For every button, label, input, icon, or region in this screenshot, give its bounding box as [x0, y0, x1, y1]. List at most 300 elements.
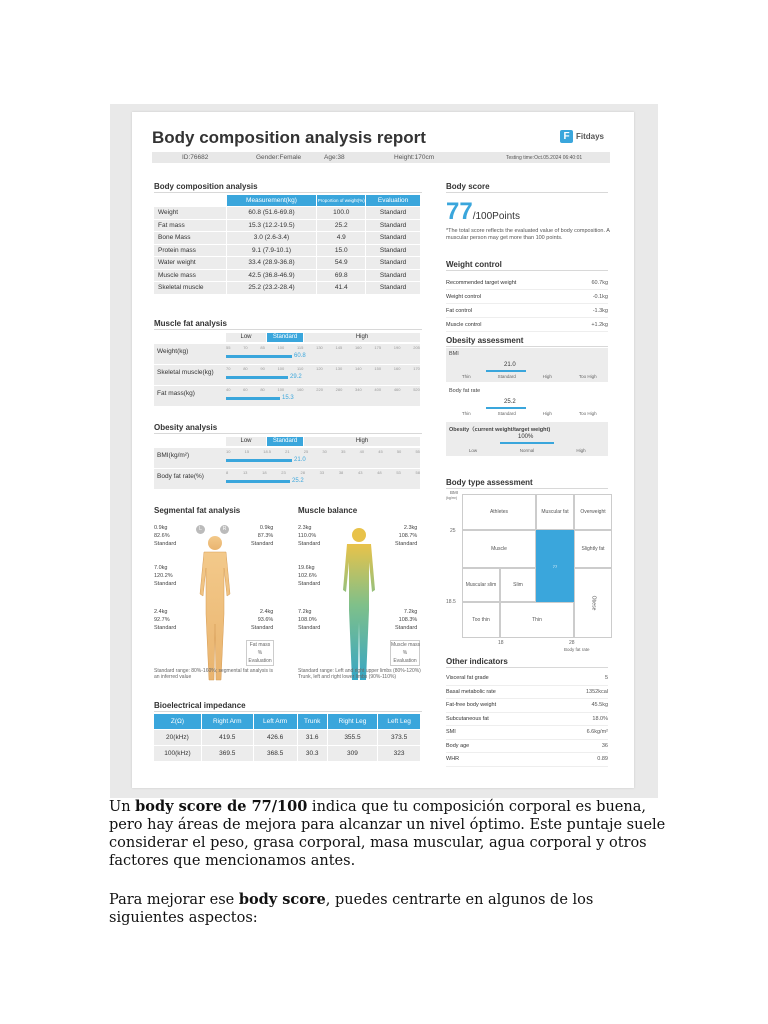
kv-row	[446, 686, 608, 700]
table-row	[154, 746, 420, 761]
x-tick: 18	[498, 640, 504, 646]
level: Low	[468, 448, 478, 453]
kv-row	[446, 304, 608, 318]
scale-tick: 400	[374, 387, 382, 392]
divider	[446, 346, 608, 347]
obesity-levels	[226, 437, 420, 446]
info-bar	[152, 152, 610, 163]
scale-tick: 18.5	[263, 449, 272, 454]
percent: 82.6%	[154, 533, 170, 539]
row-measurement: 33.4 (28.9-36.8)	[227, 257, 317, 269]
row-proportion: 15.0	[317, 245, 365, 257]
level: High	[542, 374, 552, 379]
kv-row	[446, 726, 608, 740]
obesity-rows	[154, 448, 420, 490]
bar-scale	[226, 387, 420, 392]
level: High	[542, 411, 552, 416]
muscle-trunk	[298, 564, 320, 588]
percent: 92.7%	[154, 617, 170, 623]
cell-slim: Slim	[500, 568, 536, 602]
axis-x-label: Body fat rate	[564, 647, 590, 652]
article-paragraph-1	[109, 798, 669, 870]
row-label: Skeletal muscle	[154, 282, 226, 294]
value-bar	[226, 459, 292, 462]
kv-value: 5	[604, 675, 608, 682]
scale-tick: 21	[285, 449, 290, 454]
value: 0.9kg	[259, 525, 274, 531]
body-type-title: Body type assessment	[446, 478, 533, 487]
info-testing-time: Testing time:Oct.05.2024 06:40:01	[506, 154, 583, 161]
info-height: Height:170cm	[394, 153, 435, 161]
evaluation: Standard	[298, 581, 321, 587]
scale-tick: 205	[413, 345, 420, 350]
bfr-label: Body fat rate	[449, 388, 481, 394]
muscle-right-leg	[395, 608, 417, 632]
scale-tick: 120	[316, 366, 323, 371]
value: 7.2kg	[298, 609, 312, 615]
cell-obese	[574, 568, 612, 638]
evaluation: Standard	[298, 541, 321, 547]
cell-thin: Thin	[500, 602, 574, 638]
scale-tick: 38	[338, 470, 344, 475]
kv-value: 6.6kg/m²	[586, 729, 608, 736]
evaluation: Standard	[298, 625, 321, 631]
kv-label: Fat-free body weight	[446, 702, 497, 709]
scale-tick: 58	[415, 470, 420, 475]
scale-tick: 80	[243, 366, 248, 371]
bold-text: body score de 77/100	[135, 798, 308, 815]
level: Standard	[497, 411, 516, 416]
table-row	[154, 270, 420, 282]
row-proportion: 41.4	[317, 282, 365, 294]
value: 2.4kg	[259, 609, 274, 615]
scale-tick: 145	[335, 345, 343, 350]
seg-fat-right-arm	[251, 524, 273, 548]
row-measurement: 9.1 (7.9-10.1)	[227, 245, 317, 257]
scale-tick: 30	[322, 449, 327, 454]
segmental-fat-footnote: Standard range: 80%-160%; segmental fat analysis is an inferred value	[154, 668, 273, 680]
bio-header: Left Arm	[254, 714, 297, 729]
bioelectrical-title: Bioelectrical impedance	[154, 701, 246, 710]
value: 19.6kg	[298, 565, 315, 571]
body-fat-rate-assessment	[446, 385, 608, 419]
scale-tick: 70	[243, 345, 248, 350]
row-label: Protein mass	[154, 245, 226, 257]
bio-cell: 419.5	[202, 730, 253, 745]
axis-y-unit: (kg/m²)	[446, 496, 458, 500]
scale-tick: 35	[341, 449, 346, 454]
scale-tick: 150	[374, 366, 382, 371]
kv-value: 36	[601, 742, 608, 749]
level-low: Low	[226, 437, 266, 446]
bmi-label: BMI	[449, 351, 459, 357]
kv-value: 18.0%	[592, 715, 608, 722]
cell-muscle: Muscle	[462, 530, 536, 568]
bar-row	[154, 448, 420, 468]
table-row	[154, 282, 420, 294]
muscle-right-arm	[395, 524, 417, 548]
value-bar	[226, 397, 280, 400]
row-measurement: 25.2 (23.2-28.4)	[227, 282, 317, 294]
evaluation: Standard	[395, 541, 418, 547]
scale-tick: 160	[296, 387, 304, 392]
divider	[446, 488, 608, 489]
scale-tick: 130	[335, 366, 343, 371]
percent: 108.3%	[398, 617, 418, 623]
scale-tick: 175	[374, 345, 382, 350]
kv-label: Fat control	[446, 307, 472, 314]
row-measurement: 15.3 (12.2-19.5)	[227, 220, 317, 232]
bar-label: Weight(kg)	[157, 348, 189, 355]
percent: 108.7%	[398, 533, 418, 539]
divider	[154, 192, 422, 193]
bio-header: Trunk	[298, 714, 327, 729]
report-title: Body composition analysis report	[152, 128, 426, 147]
header-evaluation: Evaluation	[366, 195, 420, 206]
scale-tick: 80	[260, 387, 265, 392]
row-proportion: 54.9	[317, 257, 365, 269]
level: Thin	[461, 411, 471, 416]
right-side-marker: R	[220, 525, 229, 534]
level: Normal	[519, 448, 535, 453]
scale-tick: 170	[413, 366, 420, 371]
kv-value: 1352kcal	[585, 688, 608, 695]
segmental-fat-title: Segmental fat analysis	[154, 506, 241, 515]
scale-tick: 100	[277, 366, 285, 371]
scale-tick: 53	[396, 470, 401, 475]
bio-cell: 368.5	[254, 746, 297, 761]
y-tick: 25	[450, 528, 456, 534]
row-label: Water weight	[154, 257, 226, 269]
legend-percent: %	[257, 650, 263, 656]
percent: 87.3%	[257, 533, 274, 539]
table-row	[154, 207, 420, 219]
muscle-fat-title: Muscle fat analysis	[154, 319, 227, 328]
evaluation: Standard	[154, 625, 177, 631]
scale-tick: 160	[393, 366, 401, 371]
level-high: High	[304, 333, 420, 342]
legend-evaluation: Evaluation	[393, 658, 417, 664]
row-evaluation: Standard	[366, 207, 420, 219]
row-proportion: 100.0	[317, 207, 365, 219]
obesity-analysis-title: Obesity analysis	[154, 423, 218, 432]
other-indicators-rows	[446, 672, 608, 767]
bar-scale	[226, 366, 420, 371]
evaluation: Standard	[395, 625, 418, 631]
left-side-marker: L	[196, 525, 205, 534]
scale-tick: 460	[393, 387, 401, 392]
row-proportion: 25.2	[317, 220, 365, 232]
bmi-value: 21.0	[504, 362, 516, 368]
row-label: Weight	[154, 207, 226, 219]
info-gender: Gender:Female	[256, 153, 302, 161]
evaluation: Standard	[251, 625, 274, 631]
muscle-legend	[390, 640, 420, 666]
header-measurement: Measurement(kg)	[227, 195, 317, 206]
value: 2.4kg	[154, 609, 168, 615]
row-measurement: 42.5 (36.8-46.9)	[227, 270, 317, 282]
obesity-levels	[446, 448, 608, 453]
cell-too-thin: Too thin	[462, 602, 500, 638]
bar-value: 25.2	[292, 478, 304, 484]
row-evaluation: Standard	[366, 220, 420, 232]
scale-tick: 8	[226, 470, 229, 475]
muscle-balance-footnote: Standard range: Left and right upper limbs (80%-120%) Trunk, left and right lower limbs (90%-110%)	[298, 668, 421, 680]
row-proportion: 69.8	[317, 270, 365, 282]
muscle-fat-levels	[226, 333, 420, 342]
divider	[154, 711, 422, 712]
kv-label: Recommended target weight	[446, 279, 517, 286]
kv-row	[446, 290, 608, 304]
kv-value: -1.3kg	[592, 307, 608, 314]
row-evaluation: Standard	[366, 245, 420, 257]
kv-row	[446, 713, 608, 727]
percent: 102.6%	[298, 573, 317, 579]
kv-label: Body age	[446, 742, 470, 749]
seg-fat-right-leg	[251, 608, 273, 632]
legend-percent: %	[402, 650, 408, 656]
row-label: Muscle mass	[154, 270, 226, 282]
bfr-value: 25.2	[504, 399, 516, 405]
kv-row	[446, 740, 608, 754]
value: 0.9kg	[154, 525, 168, 531]
value: 2.3kg	[403, 525, 418, 531]
cell-obese-label: Obese	[589, 595, 596, 611]
obesity-degree-assessment	[446, 422, 608, 456]
bar-value: 60.8	[294, 353, 306, 359]
bar-label: Fat mass(kg)	[157, 390, 195, 397]
article-paragraph-2	[109, 891, 669, 927]
bold-text: body score	[238, 891, 326, 908]
scale-tick: 70	[226, 366, 231, 371]
bio-header: Left Leg	[378, 714, 420, 729]
header-empty	[154, 195, 226, 206]
cell-muscular-fat: Muscular fat	[536, 494, 574, 530]
bar-scale	[226, 470, 420, 475]
scale-tick: 115	[296, 345, 304, 350]
obesity-assessment-title: Obesity assessment	[446, 336, 524, 345]
scale-tick: 280	[335, 387, 343, 392]
kv-label: Muscle control	[446, 321, 482, 328]
brand-name: Fitdays	[576, 132, 605, 141]
kv-row	[446, 753, 608, 767]
kv-label: Visceral fat grade	[446, 675, 489, 682]
header-proportion: Proportion of weight(%)	[317, 195, 365, 206]
body-type-grid	[462, 494, 612, 638]
bar-value: 21.0	[294, 457, 306, 463]
kv-value: -0.1kg	[592, 293, 608, 300]
bio-cell: 369.5	[202, 746, 253, 761]
scale-tick: 85	[260, 345, 265, 350]
bio-cell: 31.6	[298, 730, 327, 745]
info-age: Age:38	[324, 153, 345, 161]
divider	[446, 192, 608, 193]
row-label: Bone Mass	[154, 232, 226, 244]
body-composition-table	[153, 194, 421, 295]
body-score-note: *The total score reflects the evaluated value of body composition. A muscular person may get more than 100 points.	[446, 228, 610, 241]
scale-tick: 220	[316, 387, 323, 392]
obesity-label: Obesity（current weight/target weight)	[449, 427, 551, 433]
bio-cell: 323	[378, 746, 420, 761]
scale-tick: 55	[415, 449, 420, 454]
obesity-indicator	[500, 442, 554, 444]
body-figure-fat	[194, 534, 236, 682]
bfr-levels	[446, 411, 608, 416]
scale-tick: 130	[316, 345, 323, 350]
scale-tick: 10	[226, 449, 231, 454]
divider	[446, 270, 608, 271]
cell-muscular-slim: Muscular slim	[462, 568, 500, 602]
evaluation: Standard	[251, 541, 274, 547]
row-evaluation: Standard	[366, 232, 420, 244]
bar-row	[154, 365, 420, 385]
seg-fat-trunk	[154, 564, 176, 588]
score-number: 77	[446, 198, 473, 225]
row-measurement: 3.0 (2.6-3.4)	[227, 232, 317, 244]
divider	[154, 433, 422, 434]
bio-header: Z(Ω)	[154, 714, 201, 729]
bar-row	[154, 344, 420, 364]
bar-label: BMI(kg/m²)	[157, 452, 190, 459]
row-evaluation: Standard	[366, 257, 420, 269]
fitdays-logo-icon: F	[560, 130, 573, 143]
kv-label: Subcutaneous fat	[446, 715, 489, 722]
muscle-left-arm	[298, 524, 320, 548]
scale-tick: 50	[396, 449, 402, 454]
body-figure-muscle	[338, 526, 380, 682]
kv-row	[446, 699, 608, 713]
kv-label: Weight control	[446, 293, 482, 300]
scale-tick: 25	[303, 449, 309, 454]
text: Un	[109, 799, 136, 815]
bar-scale	[226, 345, 420, 350]
scale-tick: 15	[244, 449, 250, 454]
text: , puedes centrarte en algunos de los siguientes aspectos:	[109, 892, 594, 926]
seg-fat-left-arm	[154, 524, 176, 548]
scale-tick: 45	[378, 449, 383, 454]
percent: 93.6%	[257, 617, 274, 623]
row-measurement: 60.8 (51.6-69.8)	[227, 207, 317, 219]
bmi-indicator	[486, 370, 526, 372]
text: indica que tu composición corporal es buena, pero hay áreas de mejora para alcanzar un nivel óptimo. Este puntaje suele considerar el peso, grasa corporal, masa muscular, agua corporal y otros factores que mencionamos antes.	[109, 799, 666, 869]
bio-cell: 20(kHz)	[154, 730, 201, 745]
level-low: Low	[226, 333, 266, 342]
scale-tick: 40	[359, 449, 365, 454]
scale-tick: 40	[226, 387, 231, 392]
bar-scale	[226, 449, 420, 454]
level: Too High	[578, 374, 597, 379]
bio-cell: 355.5	[328, 730, 377, 745]
level: Thin	[461, 374, 471, 379]
value: 7.0kg	[154, 565, 168, 571]
kv-row	[446, 318, 608, 332]
scale-tick: 110	[296, 366, 304, 371]
kv-label: WHR	[446, 756, 460, 763]
segmental-fat-panel	[154, 522, 274, 692]
kv-label: SMI	[446, 729, 456, 736]
level-high: High	[304, 437, 420, 446]
kv-row	[446, 672, 608, 686]
cell-fat	[536, 530, 574, 602]
score-suffix: /100Points	[472, 211, 520, 222]
bmi-assessment	[446, 348, 608, 382]
scale-tick: 13	[242, 470, 248, 475]
body-type-marker: 77	[552, 563, 558, 569]
level-standard: Standard	[267, 333, 303, 342]
cell-slightly-fat: Slightly fat	[574, 530, 612, 568]
percent: 110.0%	[298, 533, 317, 539]
bio-cell: 373.5	[378, 730, 420, 745]
body-composition-title: Body composition analysis	[154, 182, 258, 191]
bio-cell: 426.6	[254, 730, 297, 745]
scale-tick: 520	[413, 387, 420, 392]
scale-tick: 33	[319, 470, 325, 475]
level: High	[576, 448, 586, 453]
axis-y-label: BMI	[450, 490, 459, 495]
bioelectrical-table	[153, 713, 421, 762]
scale-tick: 48	[377, 470, 382, 475]
percent: 108.0%	[298, 617, 317, 623]
obesity-value: 100%	[518, 434, 534, 440]
divider	[154, 329, 422, 330]
info-id: ID:76682	[182, 153, 209, 161]
brand-logo	[560, 130, 604, 143]
scale-tick: 160	[354, 345, 362, 350]
evaluation: Standard	[154, 541, 177, 547]
body-score-value	[446, 198, 520, 226]
divider	[446, 667, 608, 668]
scale-tick: 23	[281, 470, 286, 475]
scale-tick: 43	[357, 470, 363, 475]
cell-overweight: Overweight	[574, 494, 612, 530]
muscle-balance-panel	[298, 522, 421, 692]
legend-muscle-mass: Muscle mass	[391, 642, 421, 648]
seg-fat-legend	[246, 640, 274, 666]
other-indicators-title: Other indicators	[446, 657, 508, 666]
level: Standard	[497, 374, 516, 379]
row-evaluation: Standard	[366, 270, 420, 282]
bfr-indicator	[486, 407, 526, 409]
weight-control-rows	[446, 276, 608, 332]
row-proportion: 4.9	[317, 232, 365, 244]
text: Para mejorar ese	[109, 892, 239, 908]
bio-header: Right Arm	[202, 714, 253, 729]
weight-control-title: Weight control	[446, 260, 502, 269]
seg-fat-left-leg	[154, 608, 176, 632]
bio-cell: 100(kHz)	[154, 746, 201, 761]
bar-value: 29.2	[290, 374, 302, 380]
legend-fat-mass: Fat mass	[249, 642, 271, 648]
x-tick: 28	[569, 640, 575, 646]
scale-tick: 190	[393, 345, 401, 350]
percent: 120.2%	[154, 573, 173, 579]
kv-label: Basal metabolic rate	[446, 688, 496, 695]
value-bar	[226, 480, 290, 483]
bmi-levels	[446, 374, 608, 379]
muscle-left-leg	[298, 608, 320, 632]
legend-evaluation: Evaluation	[248, 658, 272, 664]
table-row	[154, 257, 420, 269]
row-evaluation: Standard	[366, 282, 420, 294]
value-bar	[226, 376, 288, 379]
kv-value: +1.2kg	[591, 321, 608, 328]
scale-tick: 18	[262, 470, 267, 475]
cell-athletes: Athletes	[462, 494, 536, 530]
level: Too High	[578, 411, 597, 416]
kv-value: 60.7kg	[591, 279, 608, 286]
scale-tick: 28	[300, 470, 305, 475]
scale-tick: 100	[277, 345, 285, 350]
